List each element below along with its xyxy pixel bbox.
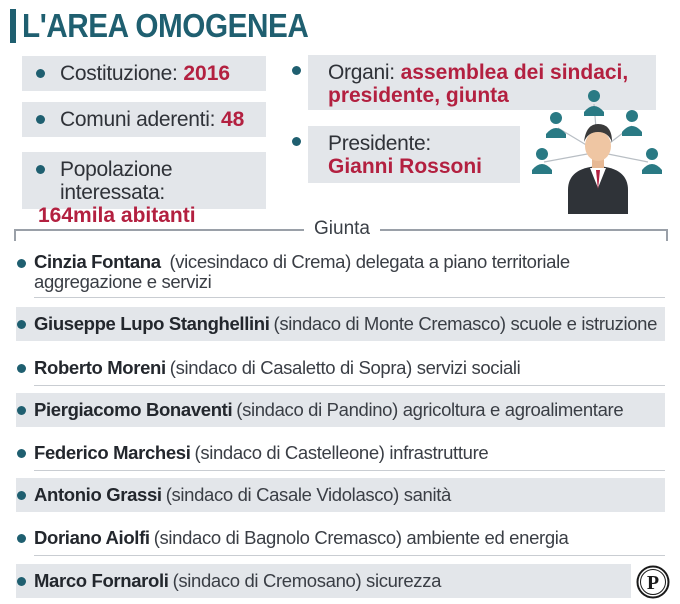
member-desc: (sindaco di Monte Cremasco) scuole e istruzione <box>273 313 658 334</box>
row-divider <box>34 555 665 556</box>
bullet-icon <box>36 165 45 174</box>
list-item <box>16 393 665 427</box>
giunta-title: Giunta <box>314 218 370 239</box>
publisher-logo-icon <box>636 565 670 599</box>
bullet-icon <box>17 364 26 373</box>
member-name: Federico Marchesi <box>34 442 191 463</box>
member-name: Antonio Grassi <box>34 484 162 505</box>
list-item <box>16 564 631 598</box>
fact-value-line1: assemblea dei sindaci, <box>400 61 629 84</box>
member-desc: (sindaco di Casale Vidolasco) sanità <box>165 484 451 505</box>
bullet-icon <box>17 491 26 500</box>
member-desc: (sindaco di Pandino) agricoltura e agroalimentare <box>236 399 624 420</box>
bullet-icon <box>17 320 26 329</box>
list-item <box>16 478 665 512</box>
bullet-icon <box>17 449 26 458</box>
fact-costituzione <box>22 56 266 91</box>
fact-value: 48 <box>220 108 245 131</box>
fact-label: Comuni aderenti: <box>60 108 216 131</box>
member-name: Piergiacomo Bonaventi <box>34 399 233 420</box>
network-people-illustration <box>528 86 668 214</box>
member-name: Marco Fornaroli <box>34 570 169 591</box>
member-desc: (sindaco di Cremosano) sicurezza <box>172 570 442 591</box>
list-item <box>16 521 665 555</box>
fact-value: 164mila abitanti <box>38 204 196 227</box>
member-desc: (sindaco di Bagnolo Cremasco) ambiente ed energia <box>153 527 569 548</box>
fact-comuni-aderenti <box>22 102 266 137</box>
giunta-heading <box>14 218 668 242</box>
bullet-icon <box>17 259 26 268</box>
divider <box>380 229 668 231</box>
bullet-icon <box>36 115 45 124</box>
title-block <box>10 6 340 46</box>
fact-label: Costituzione: <box>60 62 178 85</box>
fact-value: Gianni Rossoni <box>328 155 483 178</box>
row-divider <box>34 385 665 386</box>
member-desc-line2: aggregazione e servizi <box>34 271 212 292</box>
fact-popolazione <box>22 152 266 227</box>
fact-value-line2: presidente, giunta <box>328 84 509 107</box>
bullet-icon <box>17 577 26 586</box>
row-divider <box>34 470 665 471</box>
bullet-icon <box>17 406 26 415</box>
fact-presidente <box>308 126 520 183</box>
fact-label: Organi: <box>328 61 395 84</box>
bullet-icon <box>36 69 45 78</box>
page-title: L'AREA OMOGENEA <box>22 7 309 44</box>
divider-tick <box>14 229 16 241</box>
member-desc: (sindaco di Casaletto di Sopra) servizi sociali <box>169 357 521 378</box>
member-desc: (sindaco di Castelleone) infrastrutture <box>194 442 489 463</box>
bullet-icon <box>292 66 301 75</box>
member-name: Doriano Aiolfi <box>34 527 150 548</box>
title-accent-bar <box>10 9 16 43</box>
member-name: Cinzia Fontana <box>34 251 161 272</box>
list-item <box>16 307 665 341</box>
member-name: Roberto Moreni <box>34 357 166 378</box>
president-figure-icon <box>568 124 628 214</box>
row-divider <box>34 297 665 298</box>
fact-value: 2016 <box>183 62 231 85</box>
bullet-icon <box>292 137 301 146</box>
divider <box>14 229 304 231</box>
svg-text:P: P <box>646 572 660 594</box>
bullet-icon <box>17 534 26 543</box>
list-item <box>16 247 665 297</box>
fact-label: Presidente: <box>328 132 431 155</box>
list-item <box>16 351 665 385</box>
list-item <box>16 436 665 470</box>
fact-label: Popolazione interessata: <box>60 158 173 204</box>
divider-tick <box>666 229 668 241</box>
member-name: Giuseppe Lupo Stanghellini <box>34 313 270 334</box>
member-desc: (vicesindaco di Crema) delegata a piano territoriale <box>164 251 570 272</box>
